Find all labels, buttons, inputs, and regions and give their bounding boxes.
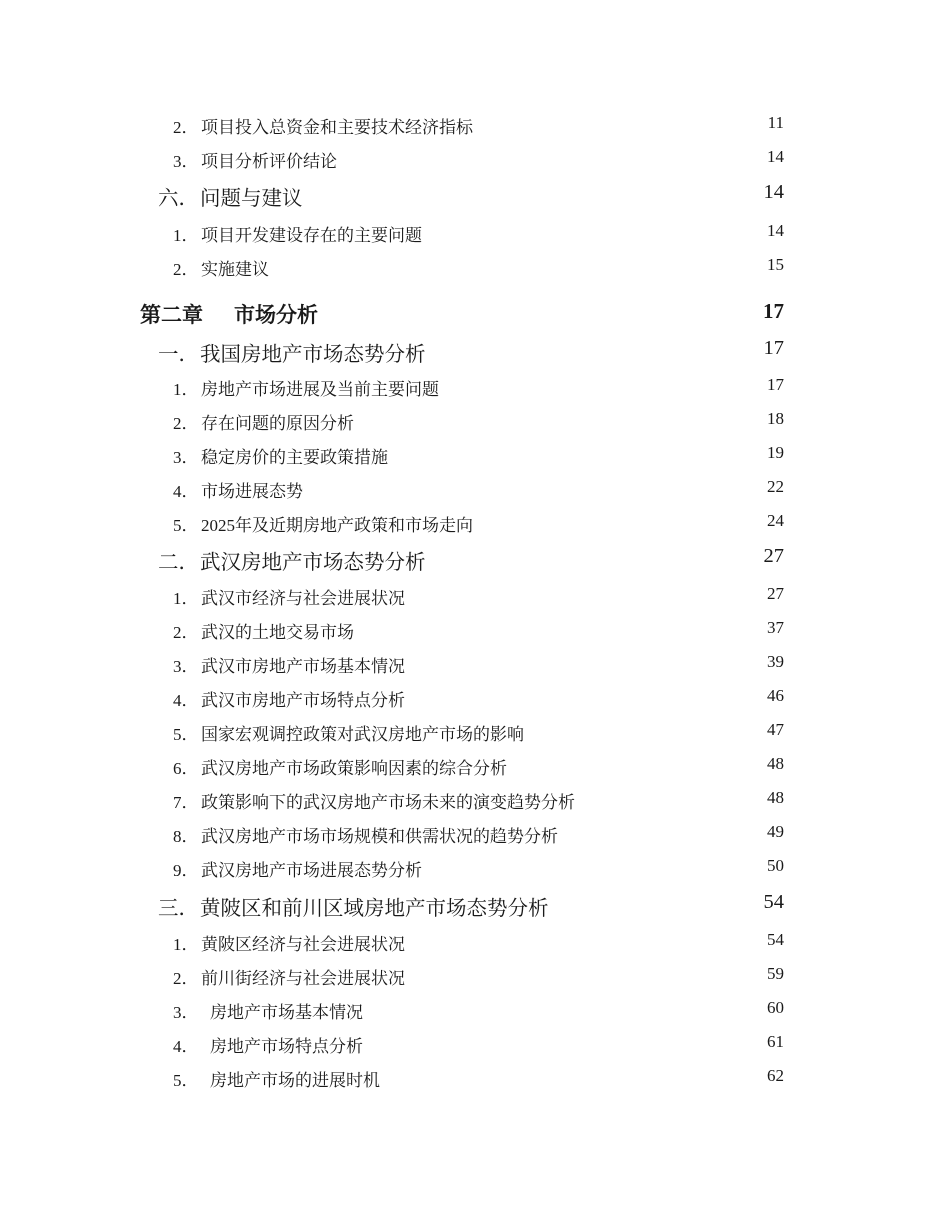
toc-entry[interactable]	[173, 998, 363, 1023]
toc-entry-page-cell	[767, 584, 784, 604]
toc-entry-page-cell	[767, 964, 784, 984]
toc-entry-title: 房地产市场特点分析	[210, 1037, 363, 1056]
toc-entry-number: 1．	[173, 935, 199, 954]
toc-entry[interactable]	[158, 545, 426, 575]
toc-entry-page-cell	[767, 443, 784, 463]
toc-entry-number: 7．	[173, 793, 199, 812]
toc-entry-title: 实施建议	[201, 260, 269, 279]
toc-entry-page: 61	[767, 1032, 784, 1051]
toc-entry-number: 2．	[173, 969, 199, 988]
toc-entry-number: 二．	[158, 552, 199, 574]
toc-entry[interactable]	[173, 652, 405, 677]
toc-entry[interactable]	[173, 409, 354, 434]
toc-entry-page: 54	[763, 891, 784, 913]
toc-entry[interactable]	[173, 720, 524, 745]
toc-entry-page: 17	[763, 299, 784, 323]
toc-entry[interactable]	[173, 1066, 380, 1091]
toc-entry[interactable]	[173, 113, 473, 138]
toc-entry[interactable]	[173, 147, 337, 172]
toc-entry-page: 17	[767, 375, 784, 394]
toc-entry[interactable]	[173, 686, 405, 711]
toc-entry-number: 2．	[173, 414, 199, 433]
toc-entry-page-cell	[767, 930, 784, 950]
toc-entry-page-cell	[767, 1032, 784, 1052]
toc-entry-page: 37	[767, 618, 784, 637]
toc-entry-title: 房地产市场基本情况	[210, 1003, 363, 1022]
toc-entry-page: 39	[767, 652, 784, 671]
toc-entry-number: 3．	[173, 448, 199, 467]
toc-entry-page: 19	[767, 443, 784, 462]
toc-entry-page-cell	[767, 788, 784, 808]
toc-entry-page-cell	[767, 1066, 784, 1086]
toc-entry-number: 三．	[158, 898, 199, 920]
toc-entry[interactable]	[173, 255, 269, 280]
toc-entry-number: 5．	[173, 1071, 199, 1090]
toc-entry-page-cell	[767, 822, 784, 842]
toc-entry-page: 49	[767, 822, 784, 841]
toc-entry-title: 武汉房地产市场态势分析	[200, 552, 426, 574]
toc-entry-page-cell	[767, 652, 784, 672]
toc-entry-page: 14	[767, 221, 784, 240]
toc-entry-title: 武汉房地产市场进展态势分析	[201, 861, 422, 880]
toc-entry[interactable]	[173, 511, 473, 536]
toc-entry-page-cell	[767, 686, 784, 706]
toc-entry-page-cell	[767, 477, 784, 497]
toc-entry-number: 3．	[173, 657, 199, 676]
toc-entry-page-cell	[768, 113, 784, 133]
toc-entry-title: 问题与建议	[200, 188, 303, 210]
toc-entry-title: 武汉市房地产市场特点分析	[201, 691, 405, 710]
toc-entry-page: 48	[767, 788, 784, 807]
toc-entry-number: 2．	[173, 623, 199, 642]
toc-entry-title: 武汉市经济与社会进展状况	[201, 589, 405, 608]
toc-entry-page-cell	[767, 511, 784, 531]
toc-entry-number: 5．	[173, 725, 199, 744]
toc-entry-page: 47	[767, 720, 784, 739]
toc-entry-page: 11	[767, 113, 784, 132]
toc-entry-number: 2．	[173, 118, 199, 137]
toc-entry-number: 1．	[173, 226, 199, 245]
toc-entry-title: 国家宏观调控政策对武汉房地产市场的影响	[201, 725, 524, 744]
toc-entry[interactable]	[173, 856, 422, 881]
toc-entry-page: 54	[767, 930, 784, 949]
toc-entry-page-cell	[767, 618, 784, 638]
toc-entry-number: 5．	[173, 516, 199, 535]
toc-entry-page: 27	[767, 584, 784, 603]
toc-entry-page-cell	[767, 221, 784, 241]
toc-entry[interactable]	[173, 964, 405, 989]
toc-entry[interactable]	[173, 930, 405, 955]
toc-entry-number: 2．	[173, 260, 199, 279]
toc-entry-page-cell	[767, 255, 784, 275]
toc-entry-number: 8．	[173, 827, 199, 846]
toc-entry-title: 房地产市场的进展时机	[210, 1071, 380, 1090]
toc-entry-title: 市场分析	[234, 303, 318, 327]
toc-entry-number: 第二章	[140, 303, 203, 327]
toc-entry[interactable]	[173, 1032, 363, 1057]
toc-entry-title: 政策影响下的武汉房地产市场未来的演变趋势分析	[201, 793, 575, 812]
toc-entry-number: 3．	[173, 1003, 199, 1022]
toc-entry-title: 黄陂区经济与社会进展状况	[201, 935, 405, 954]
toc-entry-page: 62	[767, 1066, 784, 1085]
toc-entry[interactable]	[173, 822, 558, 847]
toc-entry-page: 14	[763, 181, 784, 203]
toc-entry-page: 15	[767, 255, 784, 274]
toc-entry-page: 50	[767, 856, 784, 875]
toc-entry[interactable]	[173, 443, 388, 468]
toc-entry-page-cell	[767, 754, 784, 774]
toc-entry[interactable]	[173, 788, 575, 813]
toc-entry-page-cell	[764, 337, 785, 360]
toc-entry[interactable]	[173, 618, 354, 643]
toc-entry[interactable]	[173, 584, 405, 609]
toc-entry-page: 60	[767, 998, 784, 1017]
toc-entry-page: 18	[767, 409, 784, 428]
toc-entry-page: 48	[767, 754, 784, 773]
toc-entry-title: 武汉房地产市场市场规模和供需状况的趋势分析	[201, 827, 558, 846]
toc-entry[interactable]	[173, 477, 303, 502]
toc-entry-page-cell	[767, 409, 784, 429]
toc-entry-title: 项目开发建设存在的主要问题	[201, 226, 422, 245]
toc-entry[interactable]	[158, 181, 303, 211]
toc-entry-number: 6．	[173, 759, 199, 778]
toc-entry-page: 46	[767, 686, 784, 705]
toc-entry[interactable]	[173, 221, 422, 246]
toc-entry-title: 项目分析评价结论	[201, 152, 337, 171]
toc-entry-number: 1．	[173, 589, 199, 608]
toc-entry-page: 24	[767, 511, 784, 530]
toc-entry-page-cell	[764, 545, 785, 568]
toc-entry[interactable]	[140, 299, 318, 329]
toc-entry-title: 武汉的土地交易市场	[201, 623, 354, 642]
toc-entry-title: 房地产市场进展及当前主要问题	[201, 380, 439, 399]
toc-entry-page: 59	[767, 964, 784, 983]
toc-entry-title: 武汉房地产市场政策影响因素的综合分析	[201, 759, 507, 778]
toc-entry-title: 武汉市房地产市场基本情况	[201, 657, 405, 676]
toc-entry-title: 前川街经济与社会进展状况	[201, 969, 405, 988]
toc-entry-page: 17	[763, 337, 784, 359]
toc-entry-title: 黄陂区和前川区域房地产市场态势分析	[200, 898, 549, 920]
toc-entry-title: 市场进展态势	[201, 482, 303, 501]
toc-entry-page-cell	[764, 181, 785, 204]
toc-entry-number: 4．	[173, 691, 199, 710]
toc-entry-number: 9．	[173, 861, 199, 880]
toc-entry-title: 2025年及近期房地产政策和市场走向	[201, 516, 473, 535]
toc-entry-page: 22	[767, 477, 784, 496]
toc-entry-number: 1．	[173, 380, 199, 399]
toc-entry-number: 3．	[173, 152, 199, 171]
toc-entry-page-cell	[764, 891, 785, 914]
toc-entry-page-cell	[767, 147, 784, 167]
toc-entry-page: 27	[763, 545, 784, 567]
toc-entry-title: 我国房地产市场态势分析	[200, 344, 426, 366]
toc-entry-page-cell	[767, 998, 784, 1018]
toc-entry-number: 一．	[158, 344, 199, 366]
toc-entry-page-cell	[767, 375, 784, 395]
toc-entry-number: 六．	[158, 188, 199, 210]
toc-entry-title: 项目投入总资金和主要技术经济指标	[201, 118, 473, 137]
toc-entry-number: 4．	[173, 1037, 199, 1056]
toc-entry-number: 4．	[173, 482, 199, 501]
toc-entry-page-cell	[767, 856, 784, 876]
toc-entry[interactable]	[158, 891, 549, 921]
toc-entry[interactable]	[158, 337, 426, 367]
toc-entry-page-cell	[767, 720, 784, 740]
toc-entry-page-cell	[763, 299, 784, 324]
toc-entry[interactable]	[173, 754, 507, 779]
toc-entry-title: 存在问题的原因分析	[201, 414, 354, 433]
toc-entry-title: 稳定房价的主要政策措施	[201, 448, 388, 467]
toc-entry-page: 14	[767, 147, 784, 166]
toc-entry[interactable]	[173, 375, 439, 400]
